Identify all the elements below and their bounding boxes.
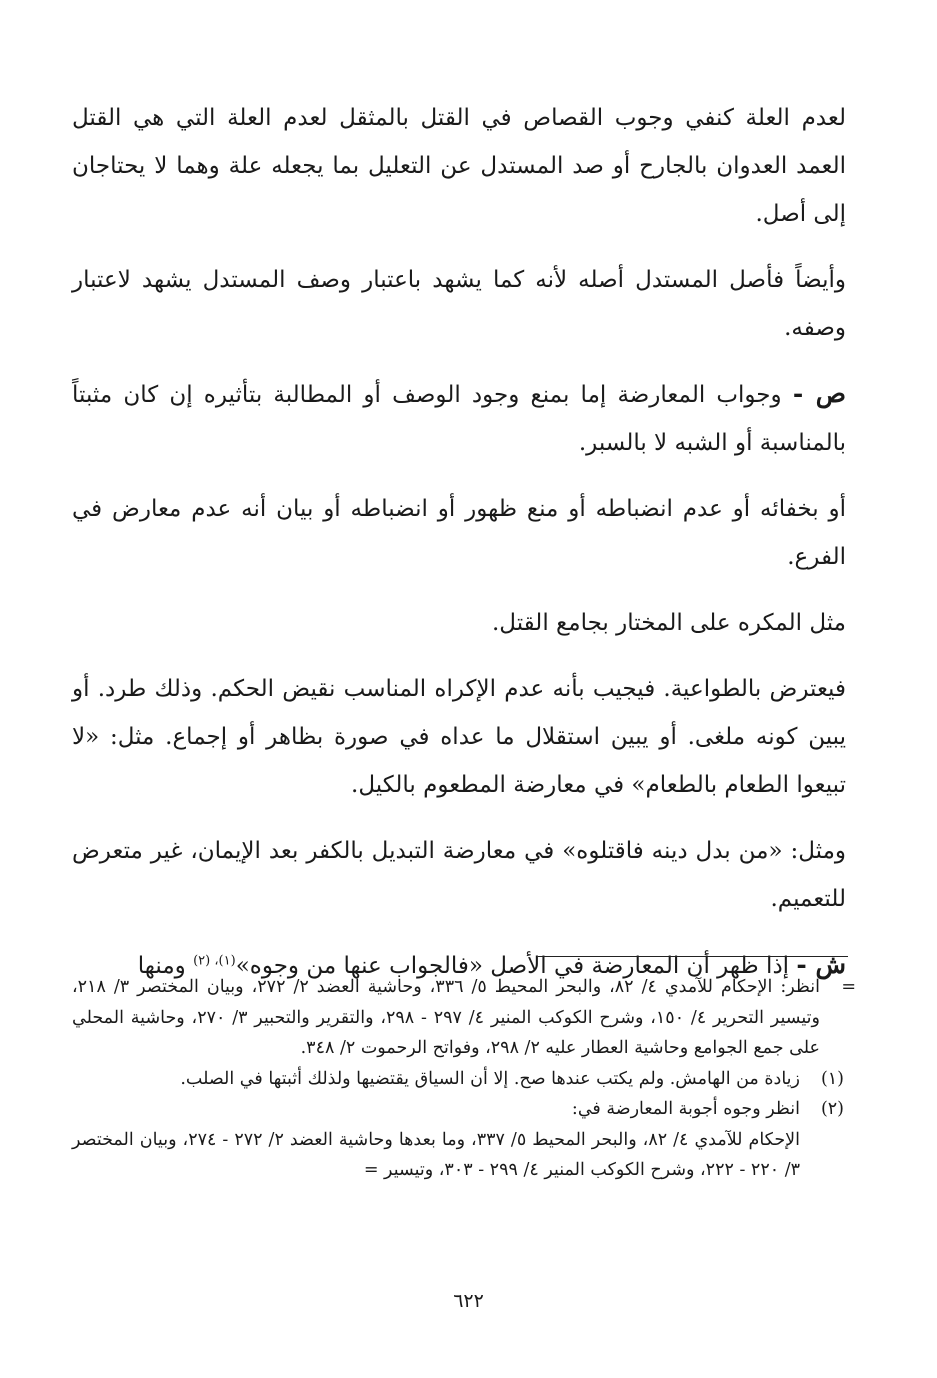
footnote-2-text: الإحكام للآمدي ٤/ ٨٢، والبحر المحيط ٥/ ٣٣٧، وما بعدها وحاشية العضد ٢/ ٢٧٢ - ٢٧٤، وبيان المختصر ٣/ ٢٢٠ - ٢٢٢، وشرح الكوكب المنير ٤/ ٢٩٩ - ٣٠٣، وتيسير = — [72, 1129, 801, 1180]
shin-marker: ش - — [796, 950, 846, 979]
footnote-1-number: (١) — [820, 1068, 844, 1089]
sad-marker: ص - — [792, 379, 846, 408]
paragraph-8-text: إذا ظهر أن المعارضة في الأصل «فالجواب عنها من وجوه» — [235, 953, 790, 979]
footnote-1-text: زيادة من الهامش. ولم يكتب عندها صح. إلا أن السياق يقتضيها ولذلك أثبتها في الصلب. — [180, 1068, 800, 1089]
page-number: ٦٢٢ — [453, 1290, 484, 1312]
paragraph-8-tail: ومنها — [137, 953, 186, 979]
footnote-2-number: (٢) — [820, 1099, 844, 1119]
continuation-mark: = — [841, 977, 856, 997]
paragraph-1: لعدم العلة كنفي وجوب القصاص في القتل بالمثقل لعدم العلة التي هي القتل العمد العدوان بالجارح أو صد المستدل عن التعليل بما يجعله علة وهما لا يحتاجان إلى أصل. — [72, 105, 846, 227]
footnote-refs: (١)، (٢) — [193, 953, 236, 969]
footnote-2-intro: انظر وجوه أجوبة المعارضة في: — [571, 1099, 800, 1119]
footnote-continuation — [72, 972, 856, 1064]
paragraph-2: وأيضاً فأصل المستدل أصله لأنه كما يشهد باعتبار وصف المستدل يشهد لاعتبار وصفه. — [72, 267, 846, 341]
paragraph-7: ومثل: «من بدل دينه فاقتلوه» في معارضة التبديل بالكفر بعد الإيمان، غير متعرض للتعميم. — [72, 838, 846, 912]
footnote-1 — [72, 1064, 846, 1095]
footnote-continuation-text: انظر: الإحكام للآمدي ٤/ ٨٢، والبحر المحيط ٥/ ٣٣٦، وحاشية العضد ٢/ ٢٧٢، وبيان المختصر ٣/ ٢١٨، وتيسير التحرير ٤/ ١٥٠، وشرح الكوكب المنير ٤/ ٢٩٧ - ٢٩٨، والتقرير والتحبير ٣/ ٢٧٠، وحاشية المحلي على جمع الجوامع وحاشية العطار عليه ٢/ ٢٩٨، وفواتح الرحموت ٢/ ٣٤٨. — [72, 977, 821, 1058]
paragraph-3-text: وجواب المعارضة إما بمنع وجود الوصف أو المطالبة بتأثيره إن كان مثبتاً بالمناسبة أو الشبه لا بالسبر. — [72, 382, 846, 456]
paragraph-4: أو بخفائه أو عدم انضباطه أو منع ظهور أو انضباطه أو بيان أنه عدم معارض في الفرع. — [72, 496, 846, 570]
footnote-2 — [72, 1094, 846, 1186]
paragraph-3 — [72, 370, 846, 467]
footnote-separator — [538, 956, 848, 957]
paragraph-6: فيعترض بالطواعية. فيجيب بأنه عدم الإكراه المناسب نقيض الحكم. وذلك طرد. أو يبين كونه ملغى. أو يبين استقلال ما عداه في صورة بظاهر أو إجماع. مثل: «لا تبيعوا الطعام بالطعام» في معارضة المطعوم بالكيل. — [72, 676, 846, 798]
paragraph-5: مثل المكره على المختار بجامع القتل. — [492, 610, 846, 636]
main-text — [72, 94, 846, 1006]
footnotes — [72, 972, 856, 1186]
